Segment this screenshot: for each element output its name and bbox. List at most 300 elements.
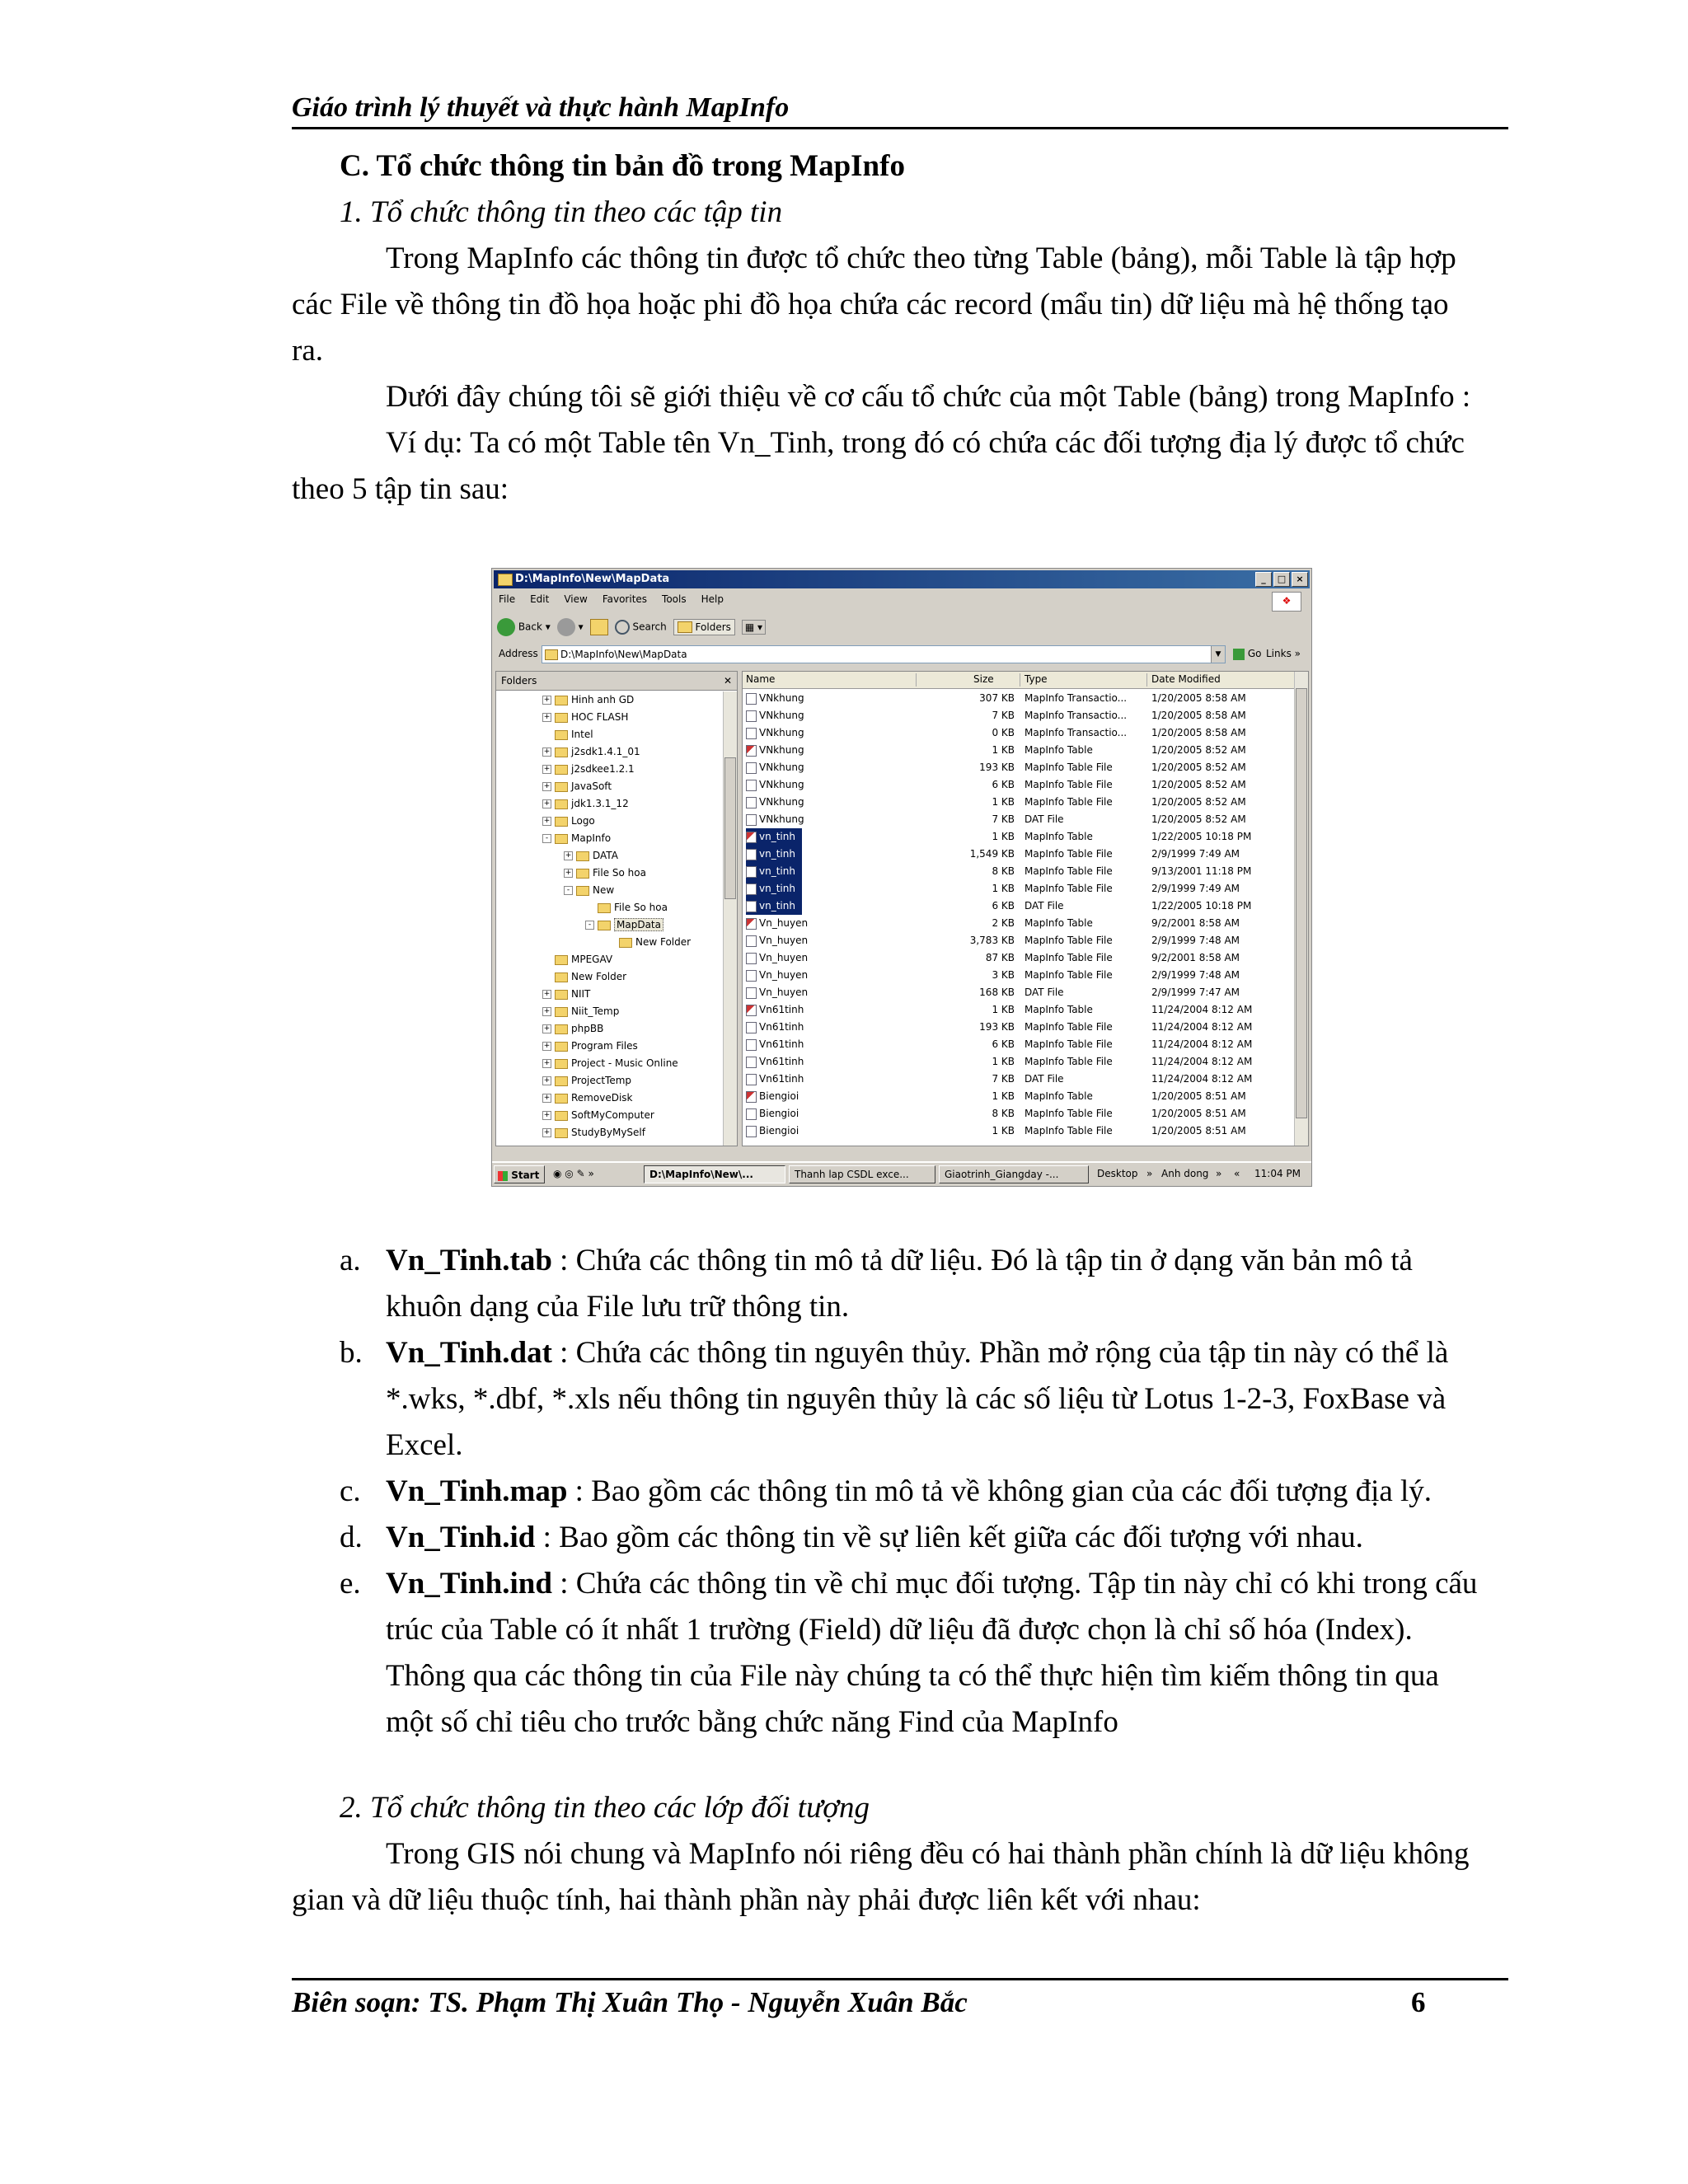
file-row[interactable]	[743, 846, 1295, 863]
file-date: 1/20/2005 8:52 AM	[1151, 813, 1246, 825]
taskbar-anh-dong[interactable]: Anh dong	[1161, 1168, 1209, 1179]
tree-item[interactable]	[542, 1090, 632, 1106]
tree-item-label: MPEGAV	[571, 954, 613, 965]
folder-icon	[555, 1076, 568, 1086]
tree-item[interactable]	[542, 1003, 619, 1019]
column-header[interactable]: Date Modified	[1151, 673, 1221, 685]
address-bar	[495, 644, 1308, 666]
file-icon	[746, 1126, 757, 1137]
file-type: MapInfo Transactio...	[1025, 710, 1128, 721]
menu-item[interactable]: Favorites	[602, 593, 648, 605]
folders-icon	[678, 621, 692, 633]
links-button[interactable]: Links »	[1266, 648, 1301, 659]
paragraph-1-line-3: ra.	[292, 334, 323, 368]
start-button[interactable]	[494, 1165, 545, 1183]
tree-item-label: File So hoa	[593, 867, 646, 879]
file-name: Biengioi	[759, 1125, 799, 1137]
file-type: MapInfo Table File	[1025, 1108, 1113, 1119]
paragraph-4-line-2: gian và dữ liệu thuộc tính, hai thành phần này phải được liên kết với nhau:	[292, 1883, 1201, 1917]
page-number: 6	[1411, 1986, 1426, 2018]
list-item	[340, 1469, 1508, 1515]
tree-item-label: Project - Music Online	[571, 1057, 678, 1069]
expand-toggle-icon[interactable]: +	[543, 696, 551, 704]
file-type: DAT File	[1025, 1073, 1064, 1085]
file-icon	[746, 883, 757, 895]
file-icon	[746, 866, 757, 878]
paragraph-3-line-2: theo 5 tập tin sau:	[292, 472, 509, 506]
file-size: 8 KB	[992, 865, 1015, 877]
column-header[interactable]: Name	[746, 673, 776, 685]
folder-icon	[555, 955, 568, 965]
folder-icon	[576, 851, 589, 861]
folder-icon	[598, 921, 611, 930]
folder-icon	[555, 1094, 568, 1104]
expand-toggle-icon[interactable]: +	[565, 851, 572, 860]
tree-item-label: StudyByMySelf	[571, 1127, 645, 1138]
tree-item[interactable]	[542, 986, 590, 1002]
file-type: MapInfo Table	[1025, 1090, 1093, 1102]
file-extension-name: Vn_Tinh.map	[386, 1474, 568, 1508]
expand-toggle-icon[interactable]: +	[565, 869, 572, 877]
folder-icon	[555, 730, 568, 740]
tree-item-label: DATA	[593, 850, 618, 861]
file-date: 1/20/2005 8:52 AM	[1151, 796, 1246, 808]
file-icon	[746, 780, 757, 791]
file-name: VNkhung	[759, 796, 804, 808]
window-title-bar	[494, 570, 1310, 588]
expand-toggle-icon[interactable]: +	[543, 1094, 551, 1102]
mapinfo-table-icon	[746, 745, 757, 757]
file-type: MapInfo Table File	[1025, 969, 1113, 981]
tree-item[interactable]	[542, 743, 640, 760]
file-type: MapInfo Table File	[1025, 1125, 1113, 1137]
tree-item[interactable]	[585, 899, 668, 916]
folders-label: Folders	[695, 621, 731, 633]
file-row[interactable]	[743, 690, 1295, 707]
folders-pane-header	[496, 672, 737, 691]
folder-icon	[555, 834, 568, 844]
file-name: VNkhung	[759, 813, 804, 825]
file-row[interactable]	[743, 1019, 1295, 1036]
back-button[interactable]: Back ▾	[497, 618, 551, 636]
list-item-continuation: một số chỉ tiêu cho trước bằng chức năng Find của MapInfo	[386, 1705, 1118, 1739]
file-date: 11/24/2004 8:12 AM	[1151, 1056, 1253, 1067]
close-pane-icon[interactable]: ✕	[723, 675, 732, 687]
file-type: MapInfo Table	[1025, 917, 1093, 929]
folder-icon	[576, 869, 589, 879]
list-item-text: : Bao gồm các thông tin mô tả về không gian của các đối tượng địa lý.	[567, 1474, 1432, 1508]
tree-item[interactable]	[542, 761, 635, 777]
menu-bar	[499, 593, 724, 605]
taskbar	[492, 1161, 1311, 1186]
expand-toggle-icon[interactable]: +	[543, 817, 551, 825]
links-label: Links	[1266, 648, 1292, 659]
file-size: 7 KB	[992, 710, 1015, 721]
tree-item-label: NIIT	[571, 988, 591, 1000]
file-list-pane	[742, 671, 1309, 1146]
file-row[interactable]	[743, 776, 1295, 794]
file-date: 1/20/2005 8:52 AM	[1151, 779, 1246, 790]
file-type: MapInfo Table File	[1025, 1056, 1113, 1067]
folder-icon	[555, 1042, 568, 1052]
tree-item[interactable]	[542, 1072, 631, 1089]
go-button[interactable]	[1233, 648, 1261, 660]
start-label: Start	[511, 1169, 540, 1181]
file-size: 1 KB	[992, 796, 1015, 808]
taskbar-chevron-icon: »	[1146, 1168, 1153, 1179]
file-date: 2/9/1999 7:49 AM	[1151, 848, 1240, 860]
folders-button[interactable]	[673, 619, 735, 636]
tree-item-label: RemoveDisk	[571, 1092, 633, 1104]
file-size: 1 KB	[992, 1125, 1015, 1137]
tree-item-label: New Folder	[571, 971, 627, 982]
tree-item-label: New Folder	[635, 936, 692, 948]
taskbar-item-explorer[interactable]: D:\MapInfo\New\...	[644, 1165, 785, 1183]
folder-icon	[555, 713, 568, 723]
file-date: 1/22/2005 10:18 PM	[1151, 831, 1252, 842]
list-item-continuation: Excel.	[386, 1428, 463, 1462]
file-name: VNkhung	[759, 710, 804, 721]
tree-item-label: MapInfo	[571, 832, 612, 844]
file-row[interactable]	[743, 1088, 1295, 1105]
tree-item[interactable]	[542, 726, 593, 743]
file-type: DAT File	[1025, 987, 1064, 998]
menu-item[interactable]: Edit	[530, 593, 550, 605]
expand-toggle-icon[interactable]: +	[543, 782, 551, 790]
menu-item[interactable]: File	[499, 593, 516, 605]
menu-item[interactable]: Tools	[662, 593, 687, 605]
file-size: 2 KB	[992, 917, 1015, 929]
file-size: 3,783 KB	[969, 935, 1015, 946]
views-button[interactable]: ▦ ▾	[742, 620, 766, 635]
file-name: Vn61tinh	[759, 1004, 804, 1015]
file-row[interactable]	[743, 984, 1295, 1001]
footer-authors: Biên soạn: TS. Phạm Thị Xuân Thọ - Nguyễn Xuân Bắc	[292, 1986, 968, 2018]
file-size: 168 KB	[979, 987, 1015, 998]
file-extension-name: Vn_Tinh.dat	[386, 1336, 552, 1370]
folder-icon	[555, 1059, 568, 1069]
tree-item-label: HOC FLASH	[571, 711, 629, 723]
file-row[interactable]	[743, 932, 1295, 949]
tree-item[interactable]	[542, 1020, 603, 1037]
expand-toggle-icon[interactable]: -	[542, 834, 551, 843]
file-row[interactable]	[743, 967, 1295, 984]
file-size: 1 KB	[992, 883, 1015, 894]
file-row[interactable]	[743, 1122, 1295, 1140]
tree-item-label: Hinh anh GD	[571, 694, 635, 705]
toolbar	[497, 615, 766, 640]
paragraph-2: Dưới đây chúng tôi sẽ giới thiệu về cơ cấu tổ chức của một Table (bảng) trong MapInfo :	[386, 380, 1471, 414]
file-row[interactable]	[743, 1053, 1295, 1071]
folder-icon	[555, 990, 568, 1000]
mapinfo-table-icon	[746, 832, 757, 843]
file-name: vn_tinh	[759, 831, 795, 842]
tree-item-label: New	[593, 884, 615, 896]
list-item-text: : Bao gồm các thông tin về sự liên kết giữa các đối tượng với nhau.	[535, 1521, 1363, 1554]
file-size: 307 KB	[979, 692, 1015, 704]
list-item-letter: d.	[340, 1521, 363, 1554]
folder-icon	[555, 1007, 568, 1017]
address-value: D:\MapInfo\New\MapData	[560, 649, 687, 660]
expand-toggle-icon[interactable]: +	[543, 1007, 551, 1015]
tree-item-label: SoftMyComputer	[571, 1109, 654, 1121]
file-size: 6 KB	[992, 1038, 1015, 1050]
file-icon	[746, 901, 757, 912]
address-input[interactable]	[542, 645, 1226, 663]
column-divider[interactable]	[1146, 673, 1147, 687]
file-name: Vn_huyen	[759, 987, 809, 998]
tree-item-label: Logo	[571, 815, 595, 827]
address-dropdown-icon[interactable]: ▼	[1211, 646, 1225, 663]
file-icon	[746, 1039, 757, 1051]
tree-item-label: Intel	[571, 729, 593, 740]
expand-toggle-icon[interactable]: +	[543, 1128, 551, 1137]
tree-item[interactable]	[542, 709, 628, 725]
mapinfo-table-icon	[746, 918, 757, 930]
list-item-continuation: trúc của Table có ít nhất 1 trường (Field) dữ liệu đã được chọn là chỉ số hóa (Index).	[386, 1613, 1413, 1647]
file-name: vn_tinh	[759, 848, 795, 860]
file-list-header	[743, 672, 1295, 689]
expand-toggle-icon[interactable]: +	[543, 1076, 551, 1085]
file-row[interactable]	[743, 759, 1295, 776]
minimize-button[interactable]: _	[1255, 572, 1272, 587]
file-row[interactable]	[743, 915, 1295, 932]
file-name: Vn_huyen	[759, 969, 809, 981]
menu-item[interactable]: View	[564, 593, 588, 605]
file-size: 8 KB	[992, 1108, 1015, 1119]
expand-toggle-icon[interactable]: -	[564, 886, 573, 895]
file-date: 11/24/2004 8:12 AM	[1151, 1038, 1253, 1050]
file-size: 1 KB	[992, 1004, 1015, 1015]
tree-item[interactable]	[542, 1055, 678, 1071]
file-row[interactable]	[743, 811, 1295, 828]
tree-item-label: phpBB	[571, 1023, 604, 1034]
explorer-window	[491, 568, 1312, 1187]
file-size: 7 KB	[992, 813, 1015, 825]
file-row[interactable]	[743, 724, 1295, 742]
file-name: VNkhung	[759, 727, 804, 738]
file-size: 3 KB	[992, 969, 1015, 981]
folder-icon	[555, 817, 568, 827]
file-row[interactable]	[743, 1105, 1295, 1122]
up-folder-icon[interactable]	[590, 619, 608, 635]
file-icon	[746, 987, 757, 999]
list-item-text: : Chứa các thông tin về chỉ mục đối tượng. Tập tin này chỉ có khi trong cấu	[551, 1567, 1478, 1601]
expand-toggle-icon[interactable]: +	[543, 1111, 551, 1119]
file-type: MapInfo Table File	[1025, 762, 1113, 773]
search-label: Search	[632, 621, 667, 633]
file-name: Vn_huyen	[759, 935, 809, 946]
file-row[interactable]	[743, 898, 1295, 915]
back-label: Back	[518, 621, 542, 633]
list-item	[340, 1515, 1508, 1561]
forward-arrow-icon	[557, 618, 575, 636]
close-button[interactable]: ×	[1292, 572, 1308, 587]
file-row[interactable]	[743, 880, 1295, 898]
paragraph-1-line-2: các File về thông tin đồ họa hoặc phi đồ họa chứa các record (mẩu tin) dữ liệu mà hệ thống tạo	[292, 288, 1449, 321]
folder-icon	[619, 938, 632, 948]
tree-item[interactable]	[564, 882, 614, 898]
file-row[interactable]	[743, 828, 1295, 846]
tree-item-label: j2sdk1.4.1_01	[571, 746, 640, 757]
tree-item-label: JavaSoft	[571, 780, 612, 792]
file-size: 1 KB	[992, 1056, 1015, 1067]
file-size: 193 KB	[979, 762, 1015, 773]
file-icon	[746, 849, 757, 860]
file-type: MapInfo Table File	[1025, 952, 1113, 963]
tree-item[interactable]	[542, 1107, 654, 1123]
folder-icon	[555, 696, 568, 705]
file-row[interactable]	[743, 707, 1295, 724]
file-type: MapInfo Table File	[1025, 1038, 1113, 1050]
file-name: vn_tinh	[759, 865, 795, 877]
column-header[interactable]: Size	[973, 673, 994, 685]
address-folder-icon	[545, 649, 558, 660]
paragraph-3-line-1: Ví dụ: Ta có một Table tên Vn_Tinh, trong đó có chứa các đối tượng địa lý được tổ chức	[386, 426, 1465, 460]
paragraph-4-line-1: Trong GIS nói chung và MapInfo nói riêng đều có hai thành phần chính là dữ liệu không	[386, 1837, 1470, 1871]
file-type: MapInfo Transactio...	[1025, 727, 1128, 738]
list-item	[340, 1561, 1508, 1607]
file-icon	[746, 693, 757, 705]
windows-logo-icon: ❖	[1272, 592, 1301, 612]
file-row[interactable]	[743, 1071, 1295, 1088]
expand-toggle-icon[interactable]: +	[543, 1042, 551, 1050]
expand-toggle-icon[interactable]: +	[543, 1024, 551, 1033]
tree-item[interactable]	[585, 916, 663, 933]
file-row[interactable]	[743, 794, 1295, 811]
tree-item[interactable]	[542, 1124, 645, 1141]
tree-item[interactable]	[542, 968, 626, 985]
file-date: 1/20/2005 8:51 AM	[1151, 1125, 1246, 1137]
file-date: 9/2/2001 8:58 AM	[1151, 917, 1240, 929]
folder-icon	[555, 799, 568, 809]
list-item	[340, 1238, 1508, 1284]
file-date: 1/20/2005 8:58 AM	[1151, 710, 1246, 721]
expand-toggle-icon[interactable]: +	[543, 713, 551, 721]
tree-item[interactable]	[564, 865, 646, 881]
window-title: D:\MapInfo\New\MapData	[515, 573, 670, 585]
file-name: Vn_huyen	[759, 952, 809, 963]
file-date: 11/24/2004 8:12 AM	[1151, 1004, 1253, 1015]
file-name: Vn_huyen	[759, 917, 809, 929]
quick-launch-icons[interactable]: ◉ ◎ ✎ »	[553, 1168, 594, 1179]
file-name: VNkhung	[759, 692, 804, 704]
file-type: MapInfo Table File	[1025, 796, 1113, 808]
file-date: 1/20/2005 8:51 AM	[1151, 1108, 1246, 1119]
file-date: 9/2/2001 8:58 AM	[1151, 952, 1240, 963]
file-row[interactable]	[743, 949, 1295, 967]
tree-item[interactable]	[607, 934, 691, 950]
subsection-1-title: 1. Tổ chức thông tin theo các tập tin	[340, 195, 783, 229]
expand-toggle-icon[interactable]: -	[585, 921, 594, 930]
file-icon	[746, 710, 757, 722]
file-name: Vn61tinh	[759, 1073, 804, 1085]
file-type: MapInfo Table	[1025, 1004, 1093, 1015]
file-name: VNkhung	[759, 762, 804, 773]
file-type: MapInfo Table	[1025, 831, 1093, 842]
tree-item[interactable]	[542, 795, 629, 812]
tree-item[interactable]	[542, 1038, 638, 1054]
file-date: 9/13/2001 11:18 PM	[1151, 865, 1252, 877]
file-icon	[746, 1022, 757, 1033]
file-icon	[746, 970, 757, 982]
file-row[interactable]	[743, 1036, 1295, 1053]
search-button[interactable]	[615, 620, 667, 635]
file-size: 87 KB	[985, 952, 1015, 963]
file-date: 2/9/1999 7:48 AM	[1151, 935, 1240, 946]
tree-item[interactable]	[564, 847, 618, 864]
folder-icon	[555, 765, 568, 775]
taskbar-desktop[interactable]: Desktop	[1097, 1168, 1138, 1179]
file-extension-name: Vn_Tinh.ind	[386, 1567, 552, 1601]
file-type: DAT File	[1025, 813, 1064, 825]
file-name: vn_tinh	[759, 900, 795, 912]
list-item-text: : Chứa các thông tin mô tả dữ liệu. Đó là tập tin ở dạng văn bản mô tả	[551, 1244, 1413, 1277]
tree-item-label: Niit_Temp	[571, 1005, 620, 1017]
file-type: MapInfo Table File	[1025, 865, 1113, 877]
tree-item[interactable]	[542, 778, 612, 794]
file-icon	[746, 1074, 757, 1085]
file-row[interactable]	[743, 742, 1295, 759]
taskbar-item-excel[interactable]: Thanh lap CSDL exce...	[789, 1165, 935, 1183]
windows-flag-icon	[498, 1171, 508, 1181]
file-type: MapInfo Table File	[1025, 779, 1113, 790]
file-row[interactable]	[743, 863, 1295, 880]
expand-toggle-icon[interactable]: +	[543, 990, 551, 998]
file-row[interactable]	[743, 1001, 1295, 1019]
folder-icon	[576, 886, 589, 896]
file-name: Vn61tinh	[759, 1021, 804, 1033]
list-item	[340, 1330, 1508, 1376]
tree-item[interactable]	[542, 830, 611, 846]
file-name: Vn61tinh	[759, 1056, 804, 1067]
column-header[interactable]: Type	[1025, 673, 1048, 685]
expand-toggle-icon[interactable]: +	[543, 1059, 551, 1067]
file-type: MapInfo Transactio...	[1025, 692, 1128, 704]
folder-scrollbar[interactable]	[723, 691, 737, 1146]
file-list-scrollbar[interactable]	[1294, 672, 1308, 1146]
file-icon	[746, 935, 757, 947]
tree-item[interactable]	[542, 691, 634, 708]
file-size: 6 KB	[992, 779, 1015, 790]
folder-icon	[555, 972, 568, 982]
maximize-button[interactable]: □	[1273, 572, 1290, 587]
list-item-continuation: *.wks, *.dbf, *.xls nếu thông tin nguyên thủy là các số liệu từ Lotus 1-2-3, FoxBase và	[386, 1382, 1447, 1416]
file-type: MapInfo Table File	[1025, 1021, 1113, 1033]
forward-button[interactable]: ▾	[557, 618, 584, 636]
tree-item[interactable]	[542, 951, 612, 968]
tree-item[interactable]	[542, 813, 595, 829]
taskbar-item-word[interactable]: Giaotrinh_Giangday -...	[939, 1165, 1089, 1183]
expand-toggle-icon[interactable]: +	[543, 765, 551, 773]
tree-item-label: MapData	[614, 918, 663, 931]
clock: 11:04 PM	[1254, 1168, 1301, 1179]
menu-item[interactable]: Help	[701, 593, 724, 605]
file-extension-name: Vn_Tinh.id	[386, 1521, 536, 1554]
section-title: C. Tổ chức thông tin bản đồ trong MapInfo	[340, 149, 905, 183]
file-type: DAT File	[1025, 900, 1064, 912]
footer-rule	[292, 1978, 1508, 1980]
file-size: 1 KB	[992, 744, 1015, 756]
expand-toggle-icon[interactable]: +	[543, 748, 551, 756]
list-item-letter: c.	[340, 1474, 361, 1508]
column-divider[interactable]	[916, 673, 917, 687]
page-header: Giáo trình lý thuyết và thực hành MapInfo	[292, 92, 1508, 129]
folder-icon	[498, 574, 513, 586]
folder-icon	[598, 903, 611, 913]
file-name: Vn61tinh	[759, 1038, 804, 1050]
expand-toggle-icon[interactable]: +	[543, 799, 551, 808]
